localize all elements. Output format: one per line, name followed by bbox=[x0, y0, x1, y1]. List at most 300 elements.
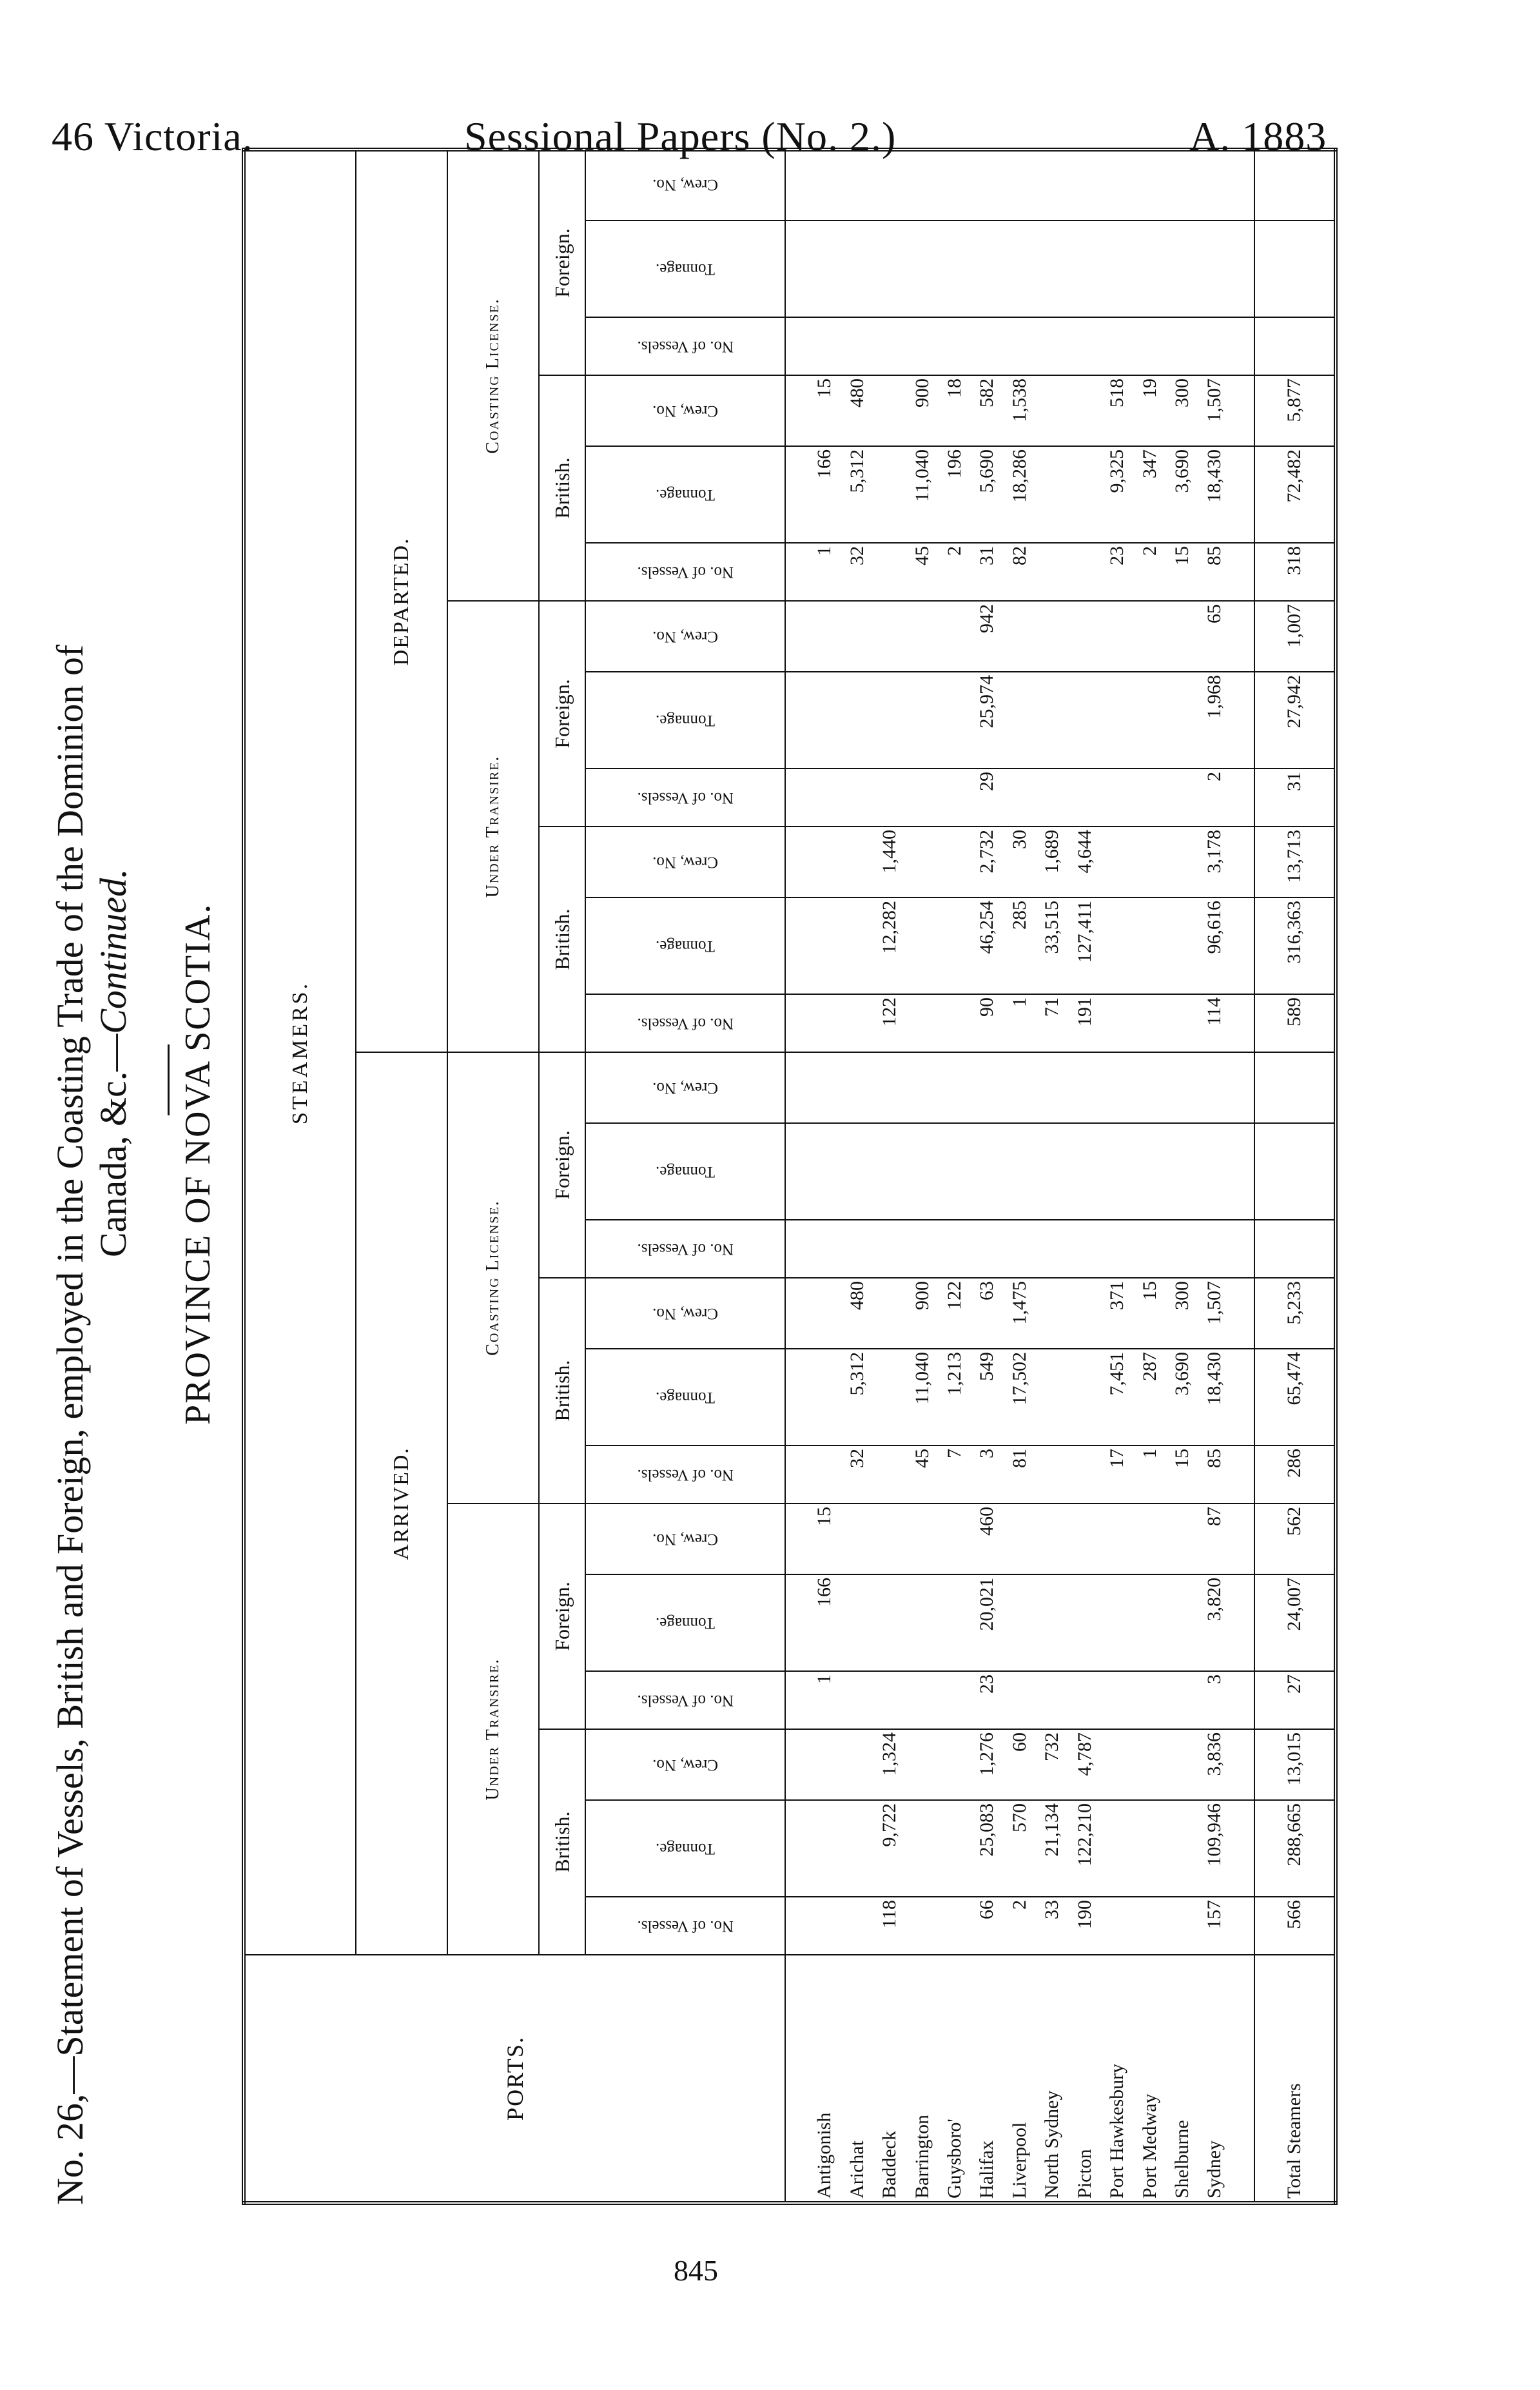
column-header-crew bbox=[585, 1052, 785, 1123]
cell-a-ut-b-c: 732 bbox=[1036, 1729, 1068, 1800]
cell-a-cl-f-t bbox=[1133, 1123, 1165, 1220]
column-header-crew bbox=[585, 150, 785, 220]
cell-d-cl-f-t bbox=[1036, 220, 1068, 317]
cell-a-ut-f-t bbox=[1036, 1574, 1068, 1671]
cell-d-cl-b-v bbox=[873, 543, 906, 601]
table-row bbox=[1036, 150, 1068, 2203]
cell-a-ut-f-v: 3 bbox=[1198, 1671, 1231, 1729]
cell-a-ut-b-v bbox=[1101, 1897, 1133, 1955]
title-line-1: No. 26,—Statement of Vessels, British and Foreign, employed in the Coasting Trade of the Dominion of bbox=[49, 644, 91, 2205]
cell-d-ut-f-c bbox=[1133, 601, 1165, 672]
cell-d-cl-f-c bbox=[906, 150, 938, 220]
cell-a-ut-f-v bbox=[1068, 1671, 1100, 1729]
cell-d-cl-f-c bbox=[1004, 150, 1036, 220]
column-header-label: Crew, No. bbox=[652, 402, 718, 420]
cell-a-cl-f-t bbox=[1254, 1123, 1336, 1220]
table-row bbox=[873, 150, 906, 2203]
title-continued: Continued. bbox=[92, 868, 134, 1034]
column-header-crew bbox=[585, 375, 785, 446]
cell-a-ut-b-c: 60 bbox=[1004, 1729, 1036, 1800]
cell-a-cl-f-t bbox=[971, 1123, 1003, 1220]
cell-a-cl-f-v bbox=[1101, 1220, 1133, 1278]
cell-a-ut-b-t: 109,946 bbox=[1198, 1800, 1231, 1897]
cell-a-ut-b-v bbox=[939, 1897, 971, 1955]
cell-a-cl-f-t bbox=[1198, 1123, 1231, 1220]
column-header-tonnage bbox=[585, 1574, 785, 1671]
cell-d-ut-b-c: 1,689 bbox=[1036, 827, 1068, 897]
cell-d-cl-b-c: 18 bbox=[939, 375, 971, 446]
cell-d-ut-f-c bbox=[1004, 601, 1036, 672]
cell-d-ut-b-t bbox=[808, 897, 841, 994]
cell-d-ut-b-t: 96,616 bbox=[1198, 897, 1231, 994]
cell-a-cl-b-t bbox=[873, 1349, 906, 1445]
cell-d-ut-f-t bbox=[906, 672, 938, 769]
table-row bbox=[1004, 150, 1036, 2203]
cell-a-cl-f-t bbox=[1166, 1123, 1198, 1220]
cell-d-ut-b-c: 30 bbox=[1004, 827, 1036, 897]
cell-d-ut-b-t bbox=[1166, 897, 1198, 994]
cell-d-cl-f-v bbox=[939, 317, 971, 375]
cell-d-cl-b-c: 5,877 bbox=[1254, 375, 1336, 446]
cell-a-cl-f-c bbox=[1004, 1052, 1036, 1123]
cell-d-cl-f-t bbox=[939, 220, 971, 317]
cell-a-cl-f-c bbox=[906, 1052, 938, 1123]
cell-a-cl-f-v bbox=[841, 1220, 873, 1278]
statement-title bbox=[48, 206, 235, 2205]
cell-a-ut-f-c bbox=[1068, 1504, 1100, 1574]
cell-d-cl-f-t bbox=[906, 220, 938, 317]
cell-d-cl-b-c: 1,538 bbox=[1004, 375, 1036, 446]
column-header-crew bbox=[585, 1278, 785, 1349]
cell-a-ut-b-v bbox=[906, 1897, 938, 1955]
cell-a-ut-f-c bbox=[1004, 1504, 1036, 1574]
cell-a-ut-b-c: 1,276 bbox=[971, 1729, 1003, 1800]
trade-header-under-transire: Under Transire. bbox=[447, 1504, 539, 1955]
cell-a-ut-f-v bbox=[1036, 1671, 1068, 1729]
cell-a-ut-f-t: 166 bbox=[808, 1574, 841, 1671]
cell-d-ut-f-t bbox=[841, 672, 873, 769]
cell-d-cl-f-c bbox=[841, 150, 873, 220]
cell-a-ut-f-c bbox=[1166, 1504, 1198, 1574]
cell-d-ut-b-v bbox=[906, 994, 938, 1052]
cell-a-cl-b-c bbox=[1068, 1278, 1100, 1349]
cell-d-ut-f-t: 25,974 bbox=[971, 672, 1003, 769]
cell-a-ut-f-c bbox=[873, 1504, 906, 1574]
cell-d-ut-b-c bbox=[1133, 827, 1165, 897]
cell-d-ut-b-c bbox=[1101, 827, 1133, 897]
cell-d-ut-f-c: 65 bbox=[1198, 601, 1231, 672]
cell-a-ut-b-t bbox=[841, 1800, 873, 1897]
column-header-label: Crew, No. bbox=[652, 1756, 718, 1774]
table-spacer bbox=[1231, 150, 1254, 2203]
cell-a-ut-f-t bbox=[1004, 1574, 1036, 1671]
cell-d-ut-f-v bbox=[1133, 769, 1165, 827]
port-name: North Sydney bbox=[1036, 1955, 1068, 2203]
table-row bbox=[1133, 150, 1165, 2203]
cell-d-cl-b-v: 1 bbox=[808, 543, 841, 601]
table-row bbox=[971, 150, 1003, 2203]
cell-d-ut-b-c bbox=[1166, 827, 1198, 897]
cell-d-ut-b-t: 33,515 bbox=[1036, 897, 1068, 994]
cell-d-cl-f-v bbox=[971, 317, 1003, 375]
cell-a-cl-b-c bbox=[873, 1278, 906, 1349]
column-header-tonnage bbox=[585, 220, 785, 317]
cell-d-ut-f-v bbox=[1036, 769, 1068, 827]
column-header-label: No. of Vessels. bbox=[637, 789, 734, 807]
cell-d-ut-b-v bbox=[1133, 994, 1165, 1052]
cell-d-ut-f-t: 27,942 bbox=[1254, 672, 1336, 769]
cell-a-ut-f-c: 460 bbox=[971, 1504, 1003, 1574]
port-name: Shelburne bbox=[1166, 1955, 1198, 2203]
cell-d-cl-f-t bbox=[873, 220, 906, 317]
cell-a-ut-b-t: 288,665 bbox=[1254, 1800, 1336, 1897]
header-year: A. 1883 bbox=[1189, 113, 1327, 159]
cell-a-ut-f-v bbox=[841, 1671, 873, 1729]
column-header-vessels bbox=[585, 543, 785, 601]
port-name: Port Medway bbox=[1133, 1955, 1165, 2203]
title-line-2-text: Canada, &c.— bbox=[92, 1033, 134, 1257]
nationality-header-british: British. bbox=[539, 375, 585, 601]
cell-a-cl-f-v bbox=[1004, 1220, 1036, 1278]
cell-d-cl-b-c: 19 bbox=[1133, 375, 1165, 446]
cell-d-ut-f-t bbox=[1036, 672, 1068, 769]
cell-d-cl-b-c: 480 bbox=[841, 375, 873, 446]
cell-d-cl-f-c bbox=[1254, 150, 1336, 220]
cell-d-cl-f-c bbox=[873, 150, 906, 220]
cell-d-ut-f-v bbox=[1068, 769, 1100, 827]
cell-d-ut-f-t bbox=[1101, 672, 1133, 769]
cell-d-cl-b-v: 82 bbox=[1004, 543, 1036, 601]
column-header-label: Tonnage. bbox=[656, 486, 715, 504]
table-row bbox=[841, 150, 873, 2203]
cell-d-ut-f-t bbox=[939, 672, 971, 769]
cell-d-cl-f-c bbox=[1198, 150, 1231, 220]
cell-a-cl-b-v: 85 bbox=[1198, 1445, 1231, 1504]
cell-a-cl-f-v bbox=[1133, 1220, 1165, 1278]
table-row bbox=[1068, 150, 1100, 2203]
cell-d-cl-b-c: 1,507 bbox=[1198, 375, 1231, 446]
cell-d-ut-f-t bbox=[1166, 672, 1198, 769]
cell-d-ut-f-c: 1,007 bbox=[1254, 601, 1336, 672]
cell-a-ut-b-c: 13,015 bbox=[1254, 1729, 1336, 1800]
cell-d-cl-b-c bbox=[1036, 375, 1068, 446]
table-row bbox=[808, 150, 841, 2203]
cell-a-ut-b-t bbox=[1133, 1800, 1165, 1897]
port-name: Barrington bbox=[906, 1955, 938, 2203]
cell-a-ut-f-t bbox=[1101, 1574, 1133, 1671]
cell-a-ut-f-c bbox=[841, 1504, 873, 1574]
cell-d-cl-b-t: 18,430 bbox=[1198, 446, 1231, 543]
cell-a-ut-f-c bbox=[1036, 1504, 1068, 1574]
cell-d-cl-b-t bbox=[1036, 446, 1068, 543]
cell-d-ut-b-t bbox=[906, 897, 938, 994]
cell-d-cl-f-t bbox=[1254, 220, 1336, 317]
cell-a-cl-f-v bbox=[1166, 1220, 1198, 1278]
cell-d-cl-b-v: 318 bbox=[1254, 543, 1336, 601]
cell-a-ut-f-v: 23 bbox=[971, 1671, 1003, 1729]
cell-a-ut-b-t bbox=[808, 1800, 841, 1897]
column-header-vessels bbox=[585, 769, 785, 827]
cell-a-ut-b-t: 122,210 bbox=[1068, 1800, 1100, 1897]
cell-a-ut-b-v bbox=[1133, 1897, 1165, 1955]
cell-d-ut-f-v: 31 bbox=[1254, 769, 1336, 827]
cell-d-ut-b-v: 589 bbox=[1254, 994, 1336, 1052]
cell-d-ut-b-t: 316,363 bbox=[1254, 897, 1336, 994]
trade-header-coasting-license: Coasting License. bbox=[447, 1052, 539, 1504]
cell-d-ut-f-v bbox=[906, 769, 938, 827]
column-header-label: No. of Vessels. bbox=[637, 1692, 734, 1709]
cell-a-cl-b-t: 7,451 bbox=[1101, 1349, 1133, 1445]
cell-a-ut-f-t bbox=[906, 1574, 938, 1671]
port-name: Total Steamers bbox=[1254, 1955, 1336, 2203]
port-name: Port Hawkesbury bbox=[1101, 1955, 1133, 2203]
nationality-header-foreign: Foreign. bbox=[539, 601, 585, 827]
cell-d-cl-b-t bbox=[1068, 446, 1100, 543]
cell-a-cl-f-t bbox=[1068, 1123, 1100, 1220]
column-header-label: Crew, No. bbox=[652, 854, 718, 871]
cell-d-cl-b-c: 15 bbox=[808, 375, 841, 446]
cell-d-ut-f-t bbox=[873, 672, 906, 769]
cell-d-ut-f-c bbox=[1101, 601, 1133, 672]
cell-d-ut-f-c bbox=[841, 601, 873, 672]
column-header-label: Crew, No. bbox=[652, 1531, 718, 1548]
column-header-label: No. of Vessels. bbox=[637, 1015, 734, 1032]
coasting-trade-table bbox=[242, 148, 1338, 2205]
cell-a-cl-b-c: 480 bbox=[841, 1278, 873, 1349]
nationality-header-foreign: Foreign. bbox=[539, 1052, 585, 1278]
cell-a-cl-f-v bbox=[1068, 1220, 1100, 1278]
cell-a-cl-f-c bbox=[1166, 1052, 1198, 1123]
cell-d-cl-f-v bbox=[1036, 317, 1068, 375]
cell-d-cl-b-t: 11,040 bbox=[906, 446, 938, 543]
column-header-tonnage bbox=[585, 446, 785, 543]
cell-a-ut-f-c bbox=[1101, 1504, 1133, 1574]
port-name: Picton bbox=[1068, 1955, 1100, 2203]
column-header-label: Tonnage. bbox=[656, 1614, 715, 1632]
cell-a-cl-f-v bbox=[1254, 1220, 1336, 1278]
cell-d-cl-b-c: 300 bbox=[1166, 375, 1198, 446]
port-name: Antigonish bbox=[808, 1955, 841, 2203]
cell-d-cl-b-t bbox=[873, 446, 906, 543]
cell-a-ut-b-c: 4,787 bbox=[1068, 1729, 1100, 1800]
cell-d-cl-b-t: 166 bbox=[808, 446, 841, 543]
cell-a-cl-f-t bbox=[939, 1123, 971, 1220]
cell-a-cl-f-v bbox=[1036, 1220, 1068, 1278]
cell-a-ut-b-c: 3,836 bbox=[1198, 1729, 1231, 1800]
cell-d-ut-f-t bbox=[1133, 672, 1165, 769]
cell-d-ut-f-t bbox=[1004, 672, 1036, 769]
cell-d-ut-f-t: 1,968 bbox=[1198, 672, 1231, 769]
column-header-tonnage bbox=[585, 1800, 785, 1897]
cell-d-cl-b-t: 5,312 bbox=[841, 446, 873, 543]
nationality-header-foreign: Foreign. bbox=[539, 1504, 585, 1729]
cell-d-ut-b-t bbox=[841, 897, 873, 994]
cell-a-cl-b-t: 65,474 bbox=[1254, 1349, 1336, 1445]
cell-a-cl-b-c: 1,507 bbox=[1198, 1278, 1231, 1349]
column-header-vessels bbox=[585, 1445, 785, 1504]
cell-a-cl-b-t: 5,312 bbox=[841, 1349, 873, 1445]
cell-a-ut-b-v bbox=[841, 1897, 873, 1955]
cell-d-ut-b-c bbox=[808, 827, 841, 897]
cell-a-cl-b-c: 122 bbox=[939, 1278, 971, 1349]
table-row bbox=[906, 150, 938, 2203]
cell-a-ut-b-c bbox=[1101, 1729, 1133, 1800]
cell-a-cl-f-c bbox=[1133, 1052, 1165, 1123]
cell-d-ut-f-c bbox=[906, 601, 938, 672]
cell-a-cl-f-c bbox=[1254, 1052, 1336, 1123]
cell-d-cl-f-v bbox=[1004, 317, 1036, 375]
cell-a-cl-b-t: 1,213 bbox=[939, 1349, 971, 1445]
column-header-tonnage bbox=[585, 897, 785, 994]
cell-a-cl-f-c bbox=[1068, 1052, 1100, 1123]
cell-d-ut-b-v bbox=[841, 994, 873, 1052]
cell-a-ut-f-t bbox=[1133, 1574, 1165, 1671]
table-row bbox=[939, 150, 971, 2203]
cell-a-cl-f-v bbox=[939, 1220, 971, 1278]
cell-a-ut-b-v: 190 bbox=[1068, 1897, 1100, 1955]
cell-a-ut-b-c bbox=[1166, 1729, 1198, 1800]
cell-d-cl-b-t: 347 bbox=[1133, 446, 1165, 543]
total-row bbox=[1254, 150, 1336, 2203]
cell-a-ut-f-c: 15 bbox=[808, 1504, 841, 1574]
cell-a-cl-b-t: 17,502 bbox=[1004, 1349, 1036, 1445]
cell-d-cl-f-t bbox=[1068, 220, 1100, 317]
trade-header-under-transire: Under Transire. bbox=[447, 601, 539, 1052]
column-header-vessels bbox=[585, 1897, 785, 1955]
cell-a-ut-b-v: 566 bbox=[1254, 1897, 1336, 1955]
cell-a-cl-f-c bbox=[1101, 1052, 1133, 1123]
cell-a-cl-b-v: 81 bbox=[1004, 1445, 1036, 1504]
cell-d-cl-b-v: 2 bbox=[939, 543, 971, 601]
table-row bbox=[1198, 150, 1231, 2203]
cell-a-ut-f-c bbox=[939, 1504, 971, 1574]
page-number: 845 bbox=[674, 2254, 718, 2287]
cell-d-cl-b-v: 2 bbox=[1133, 543, 1165, 601]
cell-d-cl-f-c bbox=[1036, 150, 1068, 220]
cell-d-ut-b-c: 13,713 bbox=[1254, 827, 1336, 897]
cell-d-cl-b-t: 9,325 bbox=[1101, 446, 1133, 543]
column-header-label: Crew, No. bbox=[652, 1305, 718, 1322]
cell-a-ut-b-c bbox=[808, 1729, 841, 1800]
cell-d-cl-f-c bbox=[1133, 150, 1165, 220]
cell-d-cl-f-t bbox=[1133, 220, 1165, 317]
column-header-tonnage bbox=[585, 1349, 785, 1445]
cell-d-ut-b-v: 90 bbox=[971, 994, 1003, 1052]
cell-d-ut-f-c bbox=[1166, 601, 1198, 672]
nationality-header-british: British. bbox=[539, 1278, 585, 1504]
cell-d-cl-b-c bbox=[873, 375, 906, 446]
nationality-header-british: British. bbox=[539, 1729, 585, 1955]
cell-d-ut-b-c: 2,732 bbox=[971, 827, 1003, 897]
cell-d-ut-b-v: 71 bbox=[1036, 994, 1068, 1052]
cell-d-cl-f-t bbox=[1166, 220, 1198, 317]
cell-a-ut-b-t: 570 bbox=[1004, 1800, 1036, 1897]
cell-d-cl-f-v bbox=[841, 317, 873, 375]
cell-a-ut-b-c bbox=[841, 1729, 873, 1800]
cell-a-ut-f-t: 3,820 bbox=[1198, 1574, 1231, 1671]
cell-d-ut-b-t: 285 bbox=[1004, 897, 1036, 994]
port-name: Liverpool bbox=[1004, 1955, 1036, 2203]
cell-d-ut-b-t bbox=[1101, 897, 1133, 994]
cell-a-cl-b-t bbox=[1036, 1349, 1068, 1445]
column-header-vessels bbox=[585, 1671, 785, 1729]
cell-d-ut-f-v bbox=[1166, 769, 1198, 827]
cell-a-ut-f-c: 87 bbox=[1198, 1504, 1231, 1574]
cell-d-cl-f-v bbox=[873, 317, 906, 375]
cell-a-ut-f-v bbox=[939, 1671, 971, 1729]
cell-d-cl-f-c bbox=[1068, 150, 1100, 220]
cell-d-cl-f-t bbox=[841, 220, 873, 317]
cell-d-cl-f-c bbox=[1101, 150, 1133, 220]
cell-a-ut-b-v bbox=[1166, 1897, 1198, 1955]
cell-a-cl-f-t bbox=[1101, 1123, 1133, 1220]
cell-a-cl-f-t bbox=[841, 1123, 873, 1220]
cell-d-cl-b-v: 45 bbox=[906, 543, 938, 601]
cell-d-cl-b-t: 18,286 bbox=[1004, 446, 1036, 543]
cell-a-ut-f-c bbox=[1133, 1504, 1165, 1574]
cell-d-ut-b-t: 127,411 bbox=[1068, 897, 1100, 994]
cell-d-ut-b-t: 46,254 bbox=[971, 897, 1003, 994]
cell-d-cl-b-v: 31 bbox=[971, 543, 1003, 601]
cell-d-cl-f-v bbox=[1198, 317, 1231, 375]
cell-d-ut-b-t bbox=[939, 897, 971, 994]
column-header-label: No. of Vessels. bbox=[637, 1917, 734, 1935]
cell-a-ut-f-v bbox=[1004, 1671, 1036, 1729]
cell-a-cl-b-c: 900 bbox=[906, 1278, 938, 1349]
cell-a-ut-b-t: 9,722 bbox=[873, 1800, 906, 1897]
cell-d-cl-f-v bbox=[906, 317, 938, 375]
cell-a-cl-f-v bbox=[1198, 1220, 1231, 1278]
cell-d-ut-f-v bbox=[1004, 769, 1036, 827]
cell-a-cl-b-v bbox=[1036, 1445, 1068, 1504]
cell-a-cl-b-t: 3,690 bbox=[1166, 1349, 1198, 1445]
rotated-page-body bbox=[48, 175, 1357, 2205]
cell-a-ut-f-t: 24,007 bbox=[1254, 1574, 1336, 1671]
cell-d-ut-b-c: 3,178 bbox=[1198, 827, 1231, 897]
cell-a-cl-b-v: 3 bbox=[971, 1445, 1003, 1504]
trade-header-coasting-license: Coasting License. bbox=[447, 150, 539, 601]
column-header-tonnage bbox=[585, 1123, 785, 1220]
cell-a-cl-f-c bbox=[873, 1052, 906, 1123]
cell-a-cl-f-t bbox=[873, 1123, 906, 1220]
cell-a-ut-f-t bbox=[841, 1574, 873, 1671]
cell-d-cl-f-v bbox=[1166, 317, 1198, 375]
column-header-label: Tonnage. bbox=[656, 712, 715, 729]
column-header-label: No. of Vessels. bbox=[637, 1466, 734, 1484]
column-header-label: Tonnage. bbox=[656, 1840, 715, 1857]
table-row bbox=[1101, 150, 1133, 2203]
cell-d-ut-b-c: 1,440 bbox=[873, 827, 906, 897]
cell-d-cl-b-v: 85 bbox=[1198, 543, 1231, 601]
cell-d-ut-b-v bbox=[939, 994, 971, 1052]
cell-a-cl-b-t: 18,430 bbox=[1198, 1349, 1231, 1445]
cell-a-cl-b-c: 63 bbox=[971, 1278, 1003, 1349]
cell-d-cl-b-v: 23 bbox=[1101, 543, 1133, 601]
cell-a-cl-b-c: 15 bbox=[1133, 1278, 1165, 1349]
cell-d-cl-f-v bbox=[808, 317, 841, 375]
column-header-label: No. of Vessels. bbox=[637, 338, 734, 355]
cell-a-ut-b-c bbox=[906, 1729, 938, 1800]
cell-d-ut-f-v: 2 bbox=[1198, 769, 1231, 827]
cell-d-ut-b-v: 122 bbox=[873, 994, 906, 1052]
cell-d-cl-f-t bbox=[808, 220, 841, 317]
cell-d-ut-f-v bbox=[808, 769, 841, 827]
nationality-header-british: British. bbox=[539, 827, 585, 1052]
cell-d-cl-b-v bbox=[1036, 543, 1068, 601]
cell-a-ut-f-v: 1 bbox=[808, 1671, 841, 1729]
cell-d-ut-b-v: 114 bbox=[1198, 994, 1231, 1052]
nationality-header-foreign: Foreign. bbox=[539, 150, 585, 375]
